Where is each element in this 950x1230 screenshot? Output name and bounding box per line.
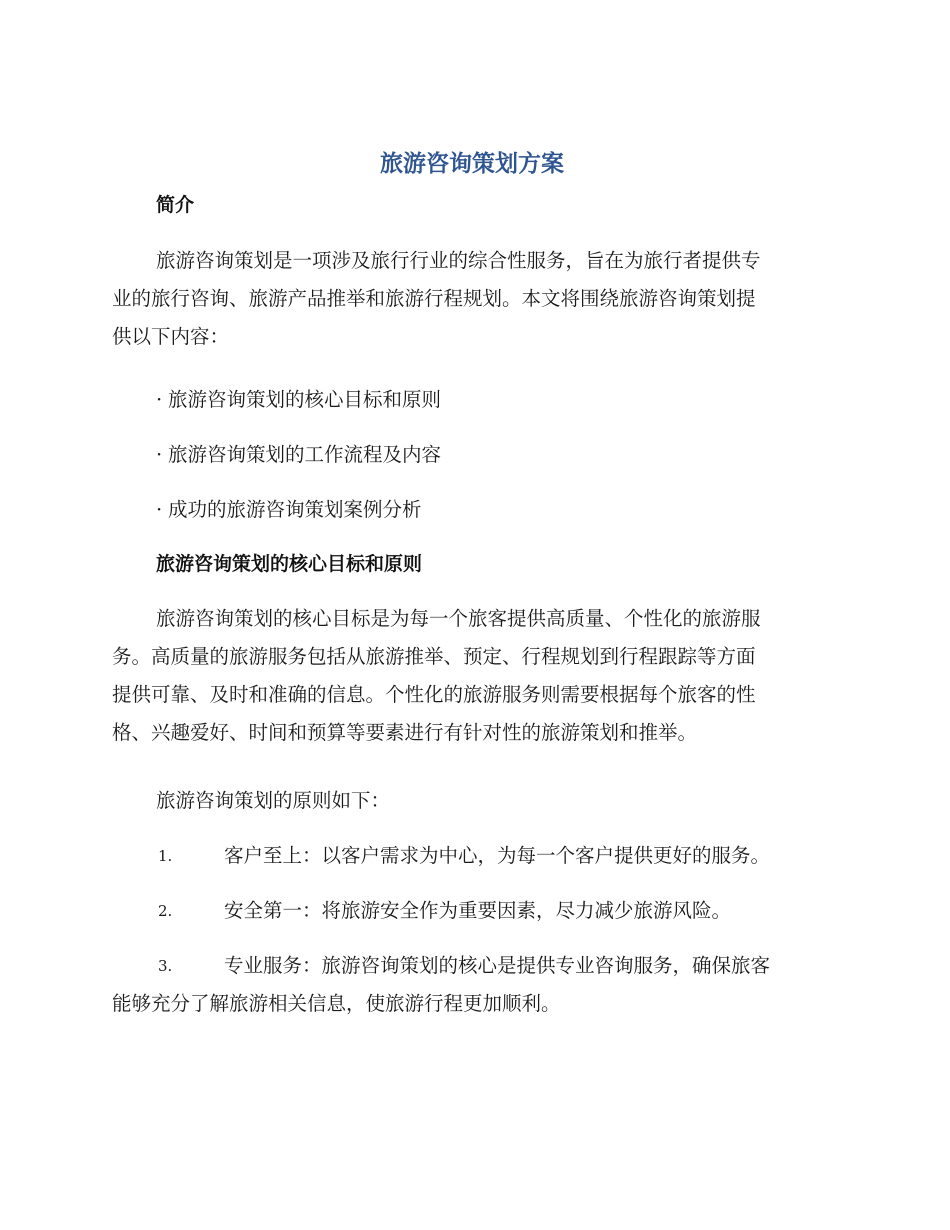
core-line-4: 格、兴趣爱好、时间和预算等要素进行有针对性的旅游策划和推举。 [112, 721, 698, 744]
principle-number-1: 1. [158, 847, 173, 865]
bullet-item-3 [156, 495, 422, 525]
principle-number-2: 2. [158, 902, 173, 920]
principle-item-1 [112, 837, 832, 875]
intro-paragraph [112, 242, 832, 356]
principles-intro-text: 旅游咨询策划的原则如下： [156, 789, 391, 812]
bullet-mark: · [156, 498, 163, 521]
principles-intro [112, 782, 832, 820]
intro-line-1: 旅游咨询策划是一项涉及旅行行业的综合性服务，旨在为旅行者提供专 [156, 249, 761, 272]
bullet-mark: · [156, 388, 163, 411]
bullet-text-2: 旅游咨询策划的工作流程及内容 [168, 443, 442, 466]
bullet-text-1: 旅游咨询策划的核心目标和原则 [168, 388, 442, 411]
core-paragraph [112, 600, 832, 752]
intro-line-3: 供以下内容： [112, 325, 230, 348]
principle-number-3: 3. [158, 957, 173, 975]
principle-item-3 [112, 947, 832, 1023]
principle-item-2 [112, 892, 832, 930]
core-line-2: 务。高质量的旅游服务包括从旅游推举、预定、行程规划到行程跟踪等方面 [112, 645, 756, 668]
bullet-item-1 [156, 385, 441, 415]
core-line-3: 提供可靠、及时和准确的信息。个性化的旅游服务则需要根据每个旅客的性 [112, 683, 756, 706]
principle-text-3-line-1: 专业服务：旅游咨询策划的核心是提供专业咨询服务，确保旅客 [224, 954, 771, 977]
core-line-1: 旅游咨询策划的核心目标是为每一个旅客提供高质量、个性化的旅游服 [156, 607, 761, 630]
principle-text-1: 客户至上：以客户需求为中心，为每一个客户提供更好的服务。 [224, 844, 771, 867]
bullet-text-3: 成功的旅游咨询策划案例分析 [168, 498, 422, 521]
document-title: 旅游咨询策划方案 [380, 151, 564, 177]
section-heading-core: 旅游咨询策划的核心目标和原则 [156, 553, 423, 575]
section-heading-intro: 简介 [156, 194, 195, 216]
bullet-item-2 [156, 440, 441, 470]
principle-text-3-line-2: 能够充分了解旅游相关信息，使旅游行程更加顺利。 [112, 992, 561, 1015]
intro-line-2: 业的旅行咨询、旅游产品推举和旅游行程规划。本文将围绕旅游咨询策划提 [112, 287, 756, 310]
bullet-mark: · [156, 443, 163, 466]
principle-text-2: 安全第一：将旅游安全作为重要因素，尽力减少旅游风险。 [224, 899, 732, 922]
